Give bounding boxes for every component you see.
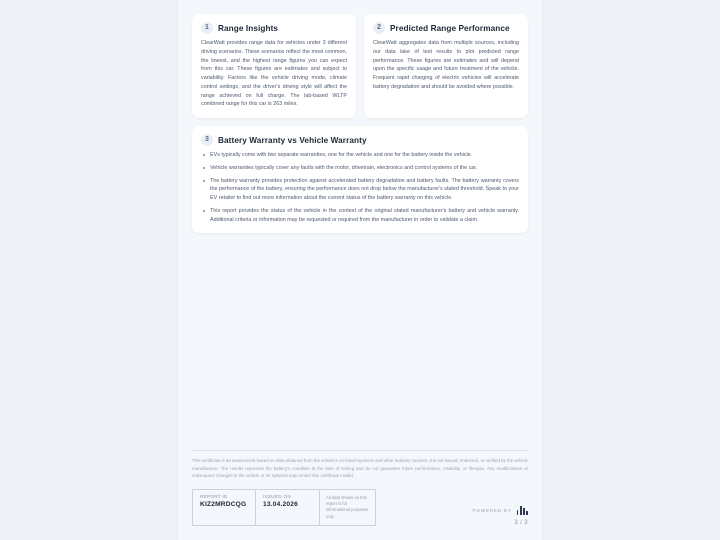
clearwatt-logo-icon: [517, 506, 528, 515]
page-footer: [192, 450, 528, 526]
certificate-sheet: [178, 0, 542, 540]
footer-disclaimer: This certificate is an assessment based on data obtained from the vehicle's on-board systems and other industry sources. It is not issued, endorsed, or verified by the vehicle manufacturer. The results represent the battery's condition at the time of testing and do not guarantee future performance, reliability, or lifespan. Any modifications or subsequent changes to the vehicle or its systems may render this certificate invalid.: [192, 458, 528, 479]
powered-by-line: [473, 506, 529, 515]
issued-on-box: [256, 489, 320, 526]
list-item: EVs typically come with two separate warranties, one for the vehicle and one for the battery inside the vehicle.: [201, 151, 519, 160]
issued-on-value: 13.04.2026: [263, 500, 299, 508]
list-item: Vehicle warranties typically cover any faults with the motor, drivetrain, electronics and control systems of the car.: [201, 164, 519, 173]
page-gutter-left: [0, 0, 178, 540]
card-body-text: ClearWatt provides range data for vehicles under 3 different driving scenarios. These scenarios reflect the most common, the lowest, and the highest range figures you can expect from this car. These figures are estimates and subject to variability. Factors like the vehicle driving mode, climate control settings, and the driver's driving style will affect the range achieved on full charge. The lab-based WLTP combined range for this car is 263 miles.: [201, 40, 347, 108]
list-item: The battery warranty provides protection against accelerated battery degradation and battery faults. The battery warranty covers the performance of the battery, ensuring the performance does not drop below the manufacturer's stated threshold. Speak to your EV retailer to find out more information about the current status of the battery warranty on this vehicle.: [201, 177, 519, 203]
report-id-value: KIZ2MRDCQG: [200, 500, 247, 508]
issued-on-label: ISSUED ON: [263, 493, 291, 499]
list-item: This report provides the status of the vehicle in the context of the original stated manufacturer's battery and vehicle warranty. Additional criteria or information may be requested or required from the manufacturer in order to validate a claim.: [201, 207, 519, 225]
card-range-insights: [192, 14, 356, 118]
report-meta-group: [192, 489, 376, 526]
report-id-box: [192, 489, 256, 526]
page-number: 3 / 3: [514, 520, 528, 526]
warranty-bullet-list: [201, 151, 519, 224]
page-gutter-right: [542, 0, 720, 540]
card-predicted-range-performance: [364, 14, 528, 118]
card-title: Predicted Range Performance: [390, 23, 510, 33]
report-note: All data shown on this report is for informational purposes only.: [320, 489, 376, 526]
card-number-badge: 3: [201, 134, 213, 146]
card-number-badge: 1: [201, 22, 213, 34]
footer-row: [192, 489, 528, 526]
card-battery-vs-vehicle-warranty: [192, 126, 528, 233]
report-id-label: REPORT ID: [200, 493, 228, 499]
card-title: Range Insights: [218, 23, 279, 33]
footer-divider: [192, 450, 528, 451]
powered-by-label: POWERED BY: [472, 508, 512, 513]
card-header: [201, 22, 347, 34]
card-header: [373, 22, 519, 34]
card-body-text: ClearWatt aggregates data from multiple sources, including our data lake of test results to plot predicted range performance. These figures are estimates and will depend upon the specific usage and future treatment of the vehicle. Frequent rapid charging of electric vehicles will accelerate battery degradation and should be avoided where possible.: [373, 40, 519, 90]
card-number-badge: 2: [373, 22, 385, 34]
brand-block: [473, 506, 529, 526]
insight-cards-row: [192, 14, 528, 118]
card-header: [201, 134, 519, 146]
card-title: Battery Warranty vs Vehicle Warranty: [218, 135, 367, 145]
